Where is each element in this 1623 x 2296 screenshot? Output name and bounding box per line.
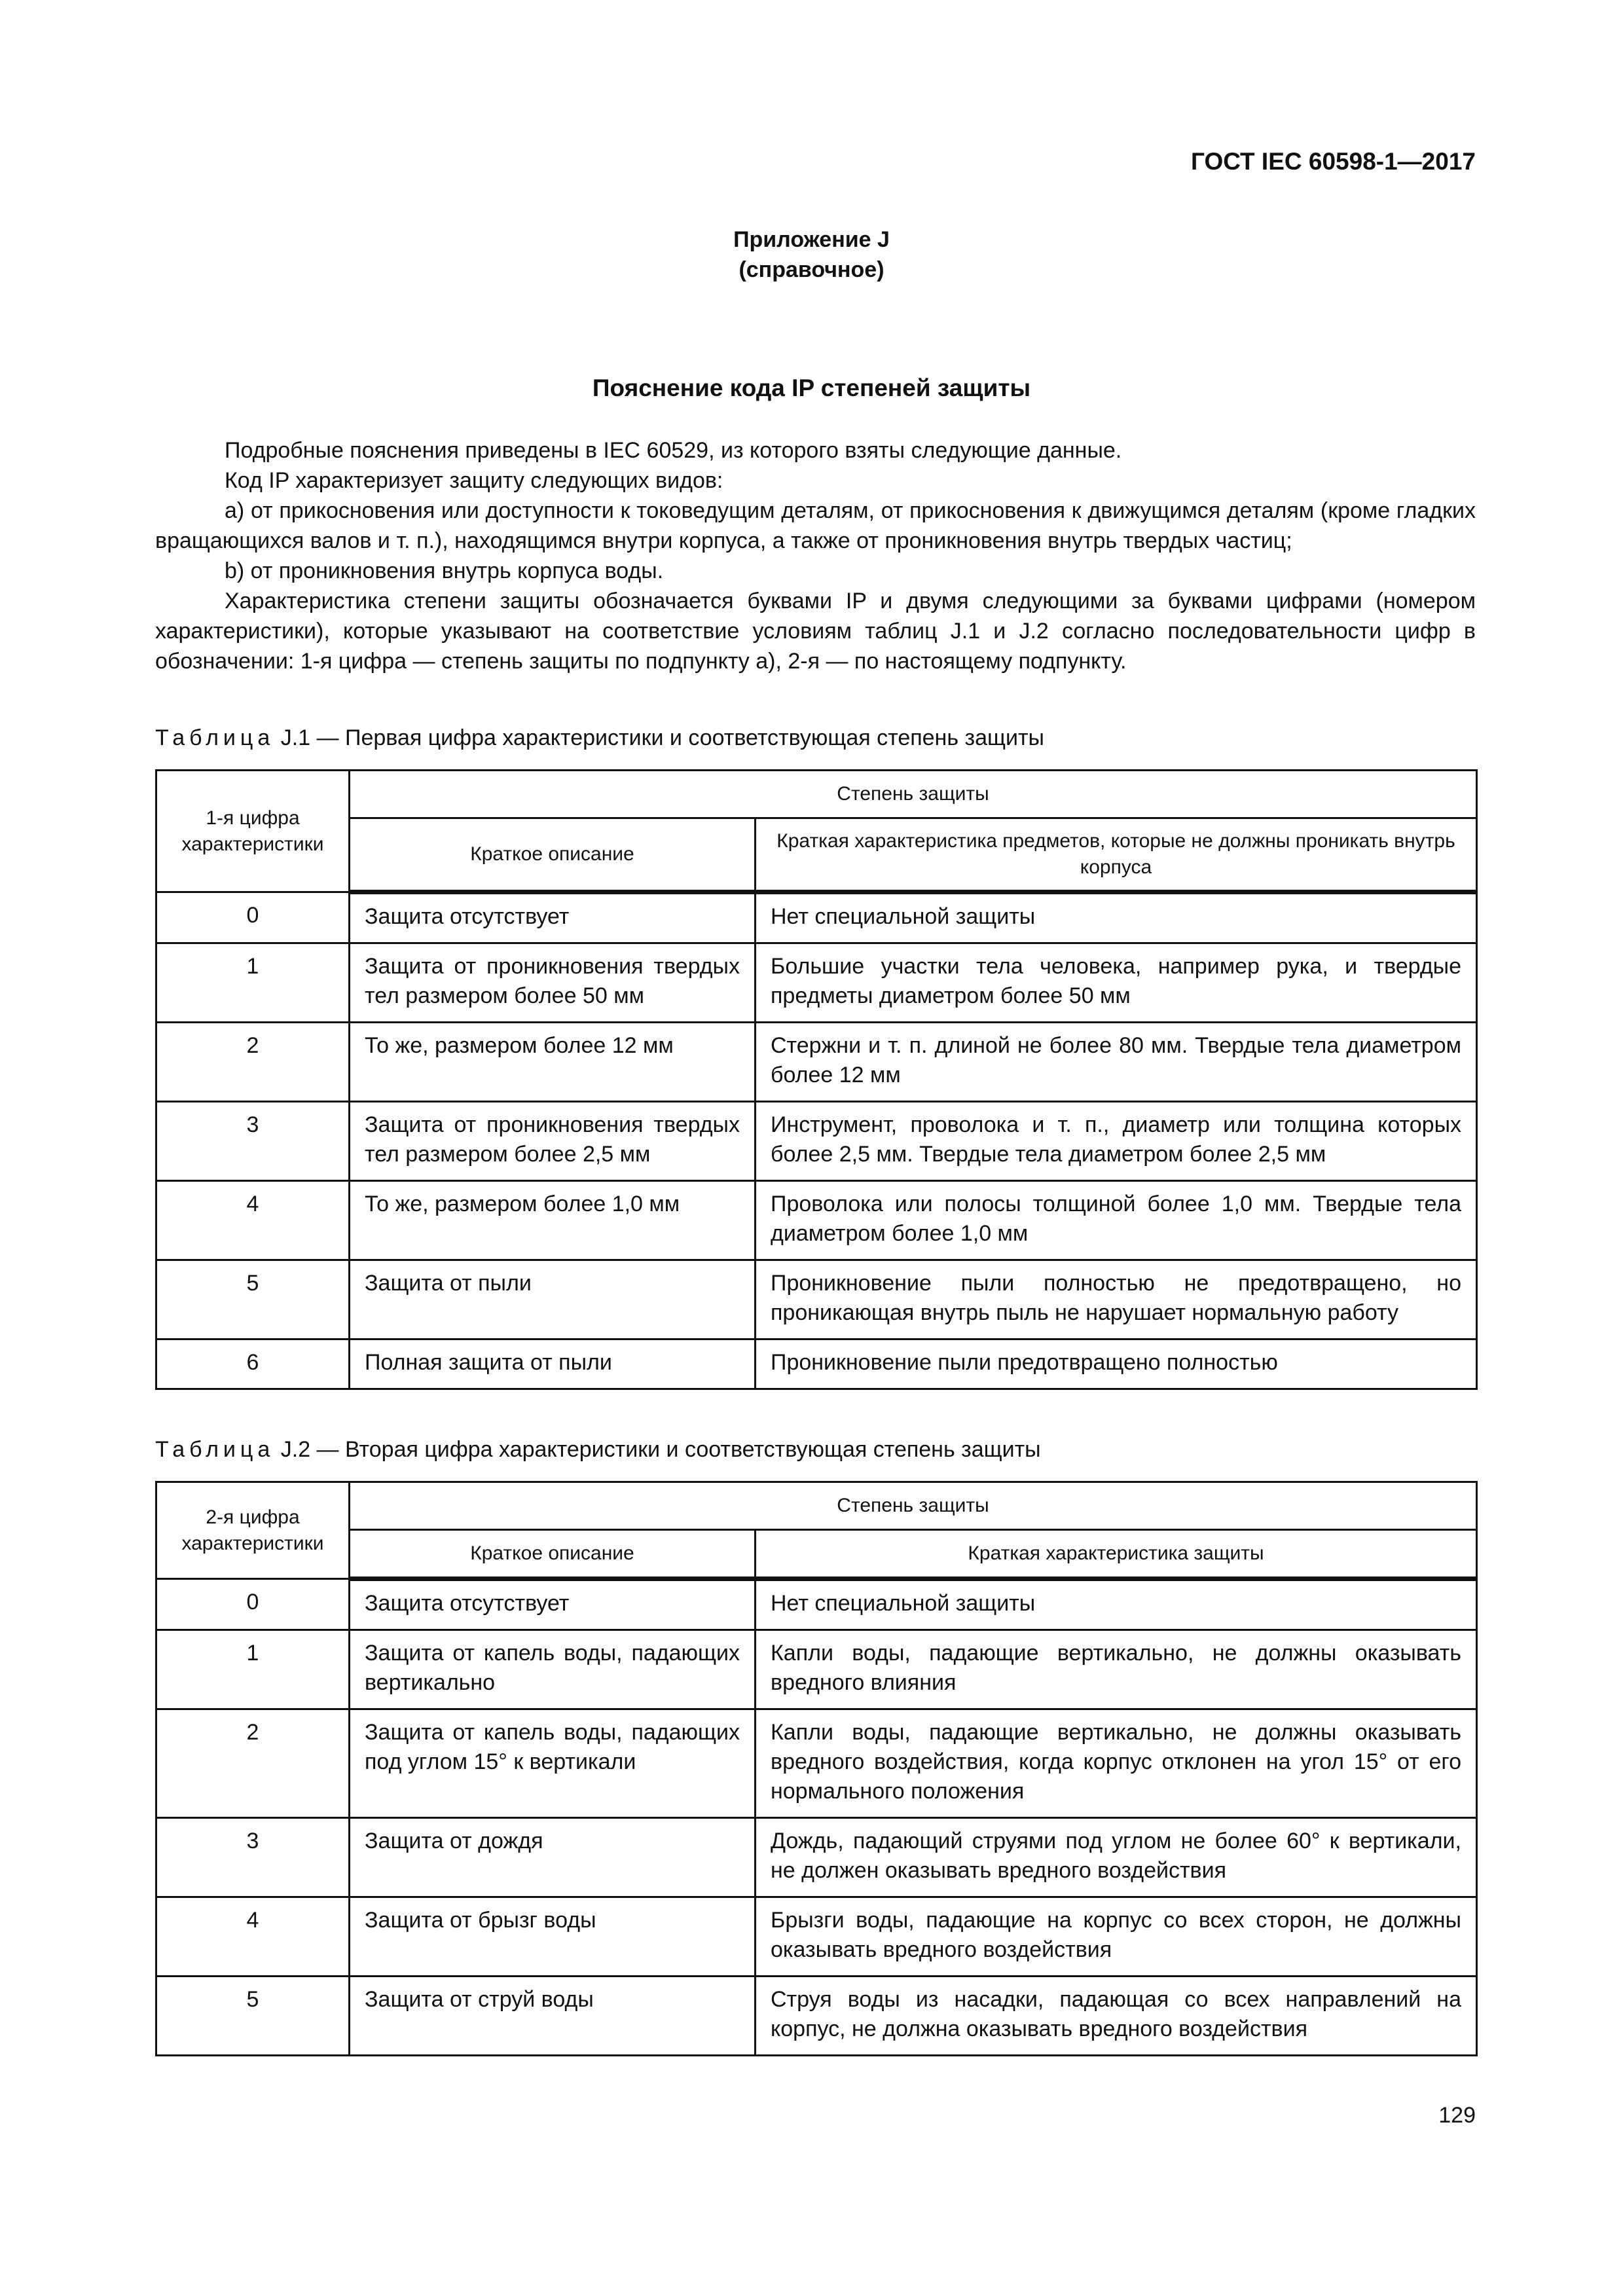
intro-paragraph: a) от прикосновения или доступности к токоведущим деталям, от прикосновения к движущимся деталям (кроме гладких вращающихся валов и т. п.), находящимся внутри корпуса, а также от проникновения внутрь твердых частиц; (155, 498, 1476, 553)
table-row (156, 1260, 1477, 1339)
table1-cell-detail: Проволока или полосы толщиной более 1,0 мм. Твердые тела диаметром более 1,0 мм (756, 1181, 1477, 1260)
intro-paragraph: Подробные пояснения приведены в IEC 60529, из которого взяты следующие данные. (225, 438, 1122, 463)
table2-cell-detail: Капли воды, падающие вертикально, не должны оказывать вредного воздействия, когда корпус отклонен на угол 15° от его нормального положения (756, 1709, 1477, 1818)
table2-cell-digit: 2 (156, 1709, 350, 1818)
table2-cell-short: Защита отсутствует (350, 1579, 756, 1630)
table1-cell-short: Защита от проникновения твердых тел размером более 50 мм (350, 943, 756, 1023)
table1-cell-digit: 1 (156, 943, 350, 1023)
table2-caption-word: Таблица (155, 1437, 275, 1462)
table1-cell-digit: 6 (156, 1339, 350, 1389)
table2-cell-detail: Струя воды из насадки, падающая со всех направлений на корпус, не должна оказывать вредного воздействия (756, 1977, 1477, 2056)
table1-cell-detail: Нет специальной защиты (756, 892, 1477, 943)
table1-header-digit: 1-я цифра характеристики (156, 771, 350, 892)
table1-cell-digit: 5 (156, 1260, 350, 1339)
table1-cell-digit: 2 (156, 1023, 350, 1102)
table2-cell-digit: 3 (156, 1818, 350, 1897)
intro-text (155, 435, 1476, 676)
table2-cell-digit: 1 (156, 1630, 350, 1709)
table2-cell-detail: Дождь, падающий струями под углом не более 60° к вертикали, не должен оказывать вредного воздействия (756, 1818, 1477, 1897)
table1-cell-digit: 0 (156, 892, 350, 943)
annex-title: Приложение J (733, 227, 890, 252)
table2-cell-short: Защита от струй воды (350, 1977, 756, 2056)
table-row (156, 1339, 1477, 1389)
table1-cell-digit: 3 (156, 1102, 350, 1181)
table-row (156, 1709, 1477, 1818)
table-row (156, 1023, 1477, 1102)
table-row (156, 943, 1477, 1023)
table1-header-group: Степень защиты (350, 771, 1477, 818)
table2-cell-detail: Брызги воды, падающие на корпус со всех сторон, не должны оказывать вредного воздействия (756, 1897, 1477, 1977)
table1-header-short: Краткое описание (350, 818, 756, 892)
table1-header-detail: Краткая характеристика предметов, которые не должны проникать внутрь корпуса (756, 818, 1477, 892)
document-code: ГОСТ IEC 60598-1—2017 (1190, 148, 1476, 175)
table-row (156, 1579, 1477, 1630)
table1-cell-short: То же, размером более 1,0 мм (350, 1181, 756, 1260)
table1-cell-detail: Проникновение пыли предотвращено полностью (756, 1339, 1477, 1389)
table2-cell-digit: 4 (156, 1897, 350, 1977)
table1-cell-short: Защита от пыли (350, 1260, 756, 1339)
table1-cell-digit: 4 (156, 1181, 350, 1260)
table2-cell-short: Защита от капель воды, падающих вертикально (350, 1630, 756, 1709)
table2-cell-short: Защита от дождя (350, 1818, 756, 1897)
table-row (156, 892, 1477, 943)
table2-cell-detail: Нет специальной защиты (756, 1579, 1477, 1630)
intro-paragraph: Код IP характеризует защиту следующих видов: (225, 468, 723, 493)
table1-cell-short: Защита от проникновения твердых тел размером более 2,5 мм (350, 1102, 756, 1181)
table1-cell-short: Полная защита от пыли (350, 1339, 756, 1389)
table-row (156, 1897, 1477, 1977)
table-row (156, 1818, 1477, 1897)
table-row (156, 1977, 1477, 2056)
table1-caption-text: J.1 — Первая цифра характеристики и соответствующая степень защиты (274, 725, 1044, 750)
table2-header-detail: Краткая характеристика защиты (756, 1530, 1477, 1579)
table2-cell-detail: Капли воды, падающие вертикально, не должны оказывать вредного влияния (756, 1630, 1477, 1709)
annex-heading (0, 225, 1623, 285)
section-title: Пояснение кода IP степеней защиты (592, 374, 1031, 401)
table1-cell-short: То же, размером более 12 мм (350, 1023, 756, 1102)
table1-caption-word: Таблица (155, 725, 275, 750)
table2-caption (155, 1437, 1476, 1463)
annex-subtitle: (справочное) (739, 257, 884, 282)
table2-cell-short: Защита от брызг воды (350, 1897, 756, 1977)
intro-paragraph: Характеристика степени защиты обозначается буквами IP и двумя следующими за буквами цифрами (номером характеристики), которые указывают на соответствие условиям таблиц J.1 и J.2 согласно последовательности цифр в обозначении: 1-я цифра — степень защиты по подпункту a), 2-я — по настоящему подпункту. (155, 589, 1476, 674)
table1-cell-short: Защита отсутствует (350, 892, 756, 943)
table1-cell-detail: Стержни и т. п. длиной не более 80 мм. Твердые тела диаметром более 12 мм (756, 1023, 1477, 1102)
table1-cell-detail: Инструмент, проволока и т. п., диаметр или толщина которых более 2,5 мм. Твердые тела диаметром более 2,5 мм (756, 1102, 1477, 1181)
table2-cell-digit: 0 (156, 1579, 350, 1630)
table2-header-digit: 2-я цифра характеристики (156, 1482, 350, 1579)
table-row (156, 1102, 1477, 1181)
table2-header-short: Краткое описание (350, 1530, 756, 1579)
table-j2 (155, 1481, 1478, 2056)
intro-paragraph: b) от проникновения внутрь корпуса воды. (225, 558, 664, 583)
table-row (156, 1630, 1477, 1709)
table2-caption-text: J.2 — Вторая цифра характеристики и соответствующая степень защиты (274, 1437, 1041, 1462)
table2-cell-digit: 5 (156, 1977, 350, 2056)
table2-cell-short: Защита от капель воды, падающих под углом 15° к вертикали (350, 1709, 756, 1818)
table2-header-group: Степень защиты (350, 1482, 1477, 1530)
table-row (156, 1181, 1477, 1260)
table1-caption (155, 725, 1476, 751)
page-number: 129 (1438, 2103, 1476, 2128)
table-j1 (155, 769, 1478, 1390)
table1-cell-detail: Проникновение пыли полностью не предотвращено, но проникающая внутрь пыль не нарушает нормальную работу (756, 1260, 1477, 1339)
table1-cell-detail: Большие участки тела человека, например рука, и твердые предметы диаметром более 50 мм (756, 943, 1477, 1023)
